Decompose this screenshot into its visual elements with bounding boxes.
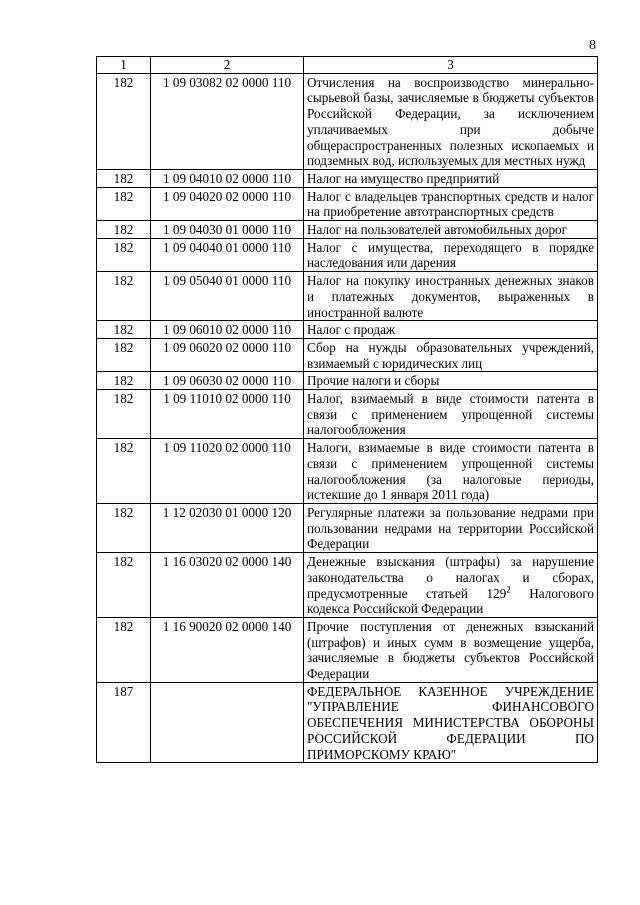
table-row bbox=[97, 439, 598, 504]
admin-code-cell: 182 bbox=[97, 221, 151, 239]
page-number: 8 bbox=[589, 38, 596, 53]
budget-code-cell: 1 12 02030 01 0000 120 bbox=[151, 503, 304, 552]
admin-code-cell: 182 bbox=[97, 338, 151, 371]
income-name-cell: Отчисления на воспроизводство минерально-сырьевой базы, зачисляемые в бюджеты субъектов Российской Федерации, за исключением уплачиваемых при добыче общераспространенных полезных ископаемых и подземных вод, используемых для местных нужд bbox=[304, 73, 598, 169]
budget-code-cell: 1 09 04030 01 0000 110 bbox=[151, 221, 304, 239]
table-row bbox=[97, 503, 598, 552]
budget-code-cell: 1 09 04020 02 0000 110 bbox=[151, 187, 304, 220]
table-row bbox=[97, 553, 598, 618]
table-row bbox=[97, 187, 598, 220]
budget-code-cell: 1 16 90020 02 0000 140 bbox=[151, 617, 304, 682]
table-row bbox=[97, 682, 598, 763]
budget-code-cell: 1 09 06030 02 0000 110 bbox=[151, 372, 304, 390]
column-number-2: 2 bbox=[151, 57, 304, 74]
table-row bbox=[97, 73, 598, 169]
income-name-cell: Регулярные платежи за пользование недрами при пользовании недрами на территории Российской Федерации bbox=[304, 503, 598, 552]
admin-code-cell: 182 bbox=[97, 553, 151, 618]
income-name-cell: Налог на имущество предприятий bbox=[304, 169, 598, 187]
admin-code-cell: 182 bbox=[97, 439, 151, 504]
income-name-cell: Налог, взимаемый в виде стоимости патента в связи с применением упрощенной системы налогообложения bbox=[304, 390, 598, 439]
budget-codes-table bbox=[96, 56, 598, 763]
income-name-text: Денежные взыскания (штрафы) за нарушение законодательства о налогах и сборах, предусмотренные статьей 129 bbox=[307, 554, 594, 601]
table-row bbox=[97, 321, 598, 339]
budget-code-cell: 1 09 06020 02 0000 110 bbox=[151, 338, 304, 371]
table-row bbox=[97, 390, 598, 439]
admin-code-cell: 182 bbox=[97, 187, 151, 220]
income-name-cell: Налог на покупку иностранных денежных знаков и платежных документов, выраженных в иностранной валюте bbox=[304, 272, 598, 321]
income-name-cell: Налог с продаж bbox=[304, 321, 598, 339]
column-number-3: 3 bbox=[304, 57, 598, 74]
admin-code-cell: 182 bbox=[97, 390, 151, 439]
budget-code-cell: 1 09 04040 01 0000 110 bbox=[151, 238, 304, 271]
admin-code-cell: 182 bbox=[97, 321, 151, 339]
article-superscript: 2 bbox=[506, 584, 511, 595]
income-name-cell: Сбор на нужды образовательных учреждений, взимаемый с юридических лиц bbox=[304, 338, 598, 371]
admin-code-cell: 182 bbox=[97, 372, 151, 390]
budget-code-cell: 1 09 06010 02 0000 110 bbox=[151, 321, 304, 339]
budget-code-cell: 1 09 11010 02 0000 110 bbox=[151, 390, 304, 439]
admin-code-cell: 182 bbox=[97, 169, 151, 187]
admin-code-cell: 187 bbox=[97, 682, 151, 763]
table-row bbox=[97, 221, 598, 239]
budget-code-cell: 1 09 03082 02 0000 110 bbox=[151, 73, 304, 169]
income-name-cell: Налог с владельцев транспортных средств и налог на приобретение автотранспортных средств bbox=[304, 187, 598, 220]
table-row bbox=[97, 338, 598, 371]
table-header-row bbox=[97, 57, 598, 74]
admin-code-cell: 182 bbox=[97, 73, 151, 169]
budget-code-cell: 1 16 03020 02 0000 140 bbox=[151, 553, 304, 618]
admin-code-cell: 182 bbox=[97, 238, 151, 271]
income-name-cell: Налог на пользователей автомобильных дорог bbox=[304, 221, 598, 239]
table-row bbox=[97, 238, 598, 271]
income-name-cell: Прочие поступления от денежных взысканий (штрафов) и иных сумм в возмещение ущерба, зачисляемые в бюджеты субъектов Российской Федерации bbox=[304, 617, 598, 682]
income-name-text-continued: Налогового кодекса Российской Федерации bbox=[307, 585, 594, 617]
income-name-cell bbox=[304, 553, 598, 618]
institution-name-cell: ФЕДЕРАЛЬНОЕ КАЗЕННОЕ УЧРЕЖДЕНИЕ "УПРАВЛЕНИЕ ФИНАНСОВОГО ОБЕСПЕЧЕНИЯ МИНИСТЕРСТВА ОБОРОНЫ РОССИЙСКОЙ ФЕДЕРАЦИИ ПО ПРИМОРСКОМУ КРАЮ" bbox=[304, 682, 598, 763]
table-row bbox=[97, 617, 598, 682]
admin-code-cell: 182 bbox=[97, 617, 151, 682]
income-name-cell: Налоги, взимаемые в виде стоимости патента в связи с применением упрощенной системы налогообложения (за налоговые периоды, истекшие до 1 января 2011 года) bbox=[304, 439, 598, 504]
table-row bbox=[97, 372, 598, 390]
budget-code-cell: 1 09 04010 02 0000 110 bbox=[151, 169, 304, 187]
admin-code-cell: 182 bbox=[97, 503, 151, 552]
budget-code-cell: 1 09 11020 02 0000 110 bbox=[151, 439, 304, 504]
budget-code-cell bbox=[151, 682, 304, 763]
income-name-cell: Налог с имущества, переходящего в порядке наследования или дарения bbox=[304, 238, 598, 271]
table-row bbox=[97, 272, 598, 321]
table-row bbox=[97, 169, 598, 187]
admin-code-cell: 182 bbox=[97, 272, 151, 321]
budget-code-cell: 1 09 05040 01 0000 110 bbox=[151, 272, 304, 321]
column-number-1: 1 bbox=[97, 57, 151, 74]
income-name-cell: Прочие налоги и сборы bbox=[304, 372, 598, 390]
